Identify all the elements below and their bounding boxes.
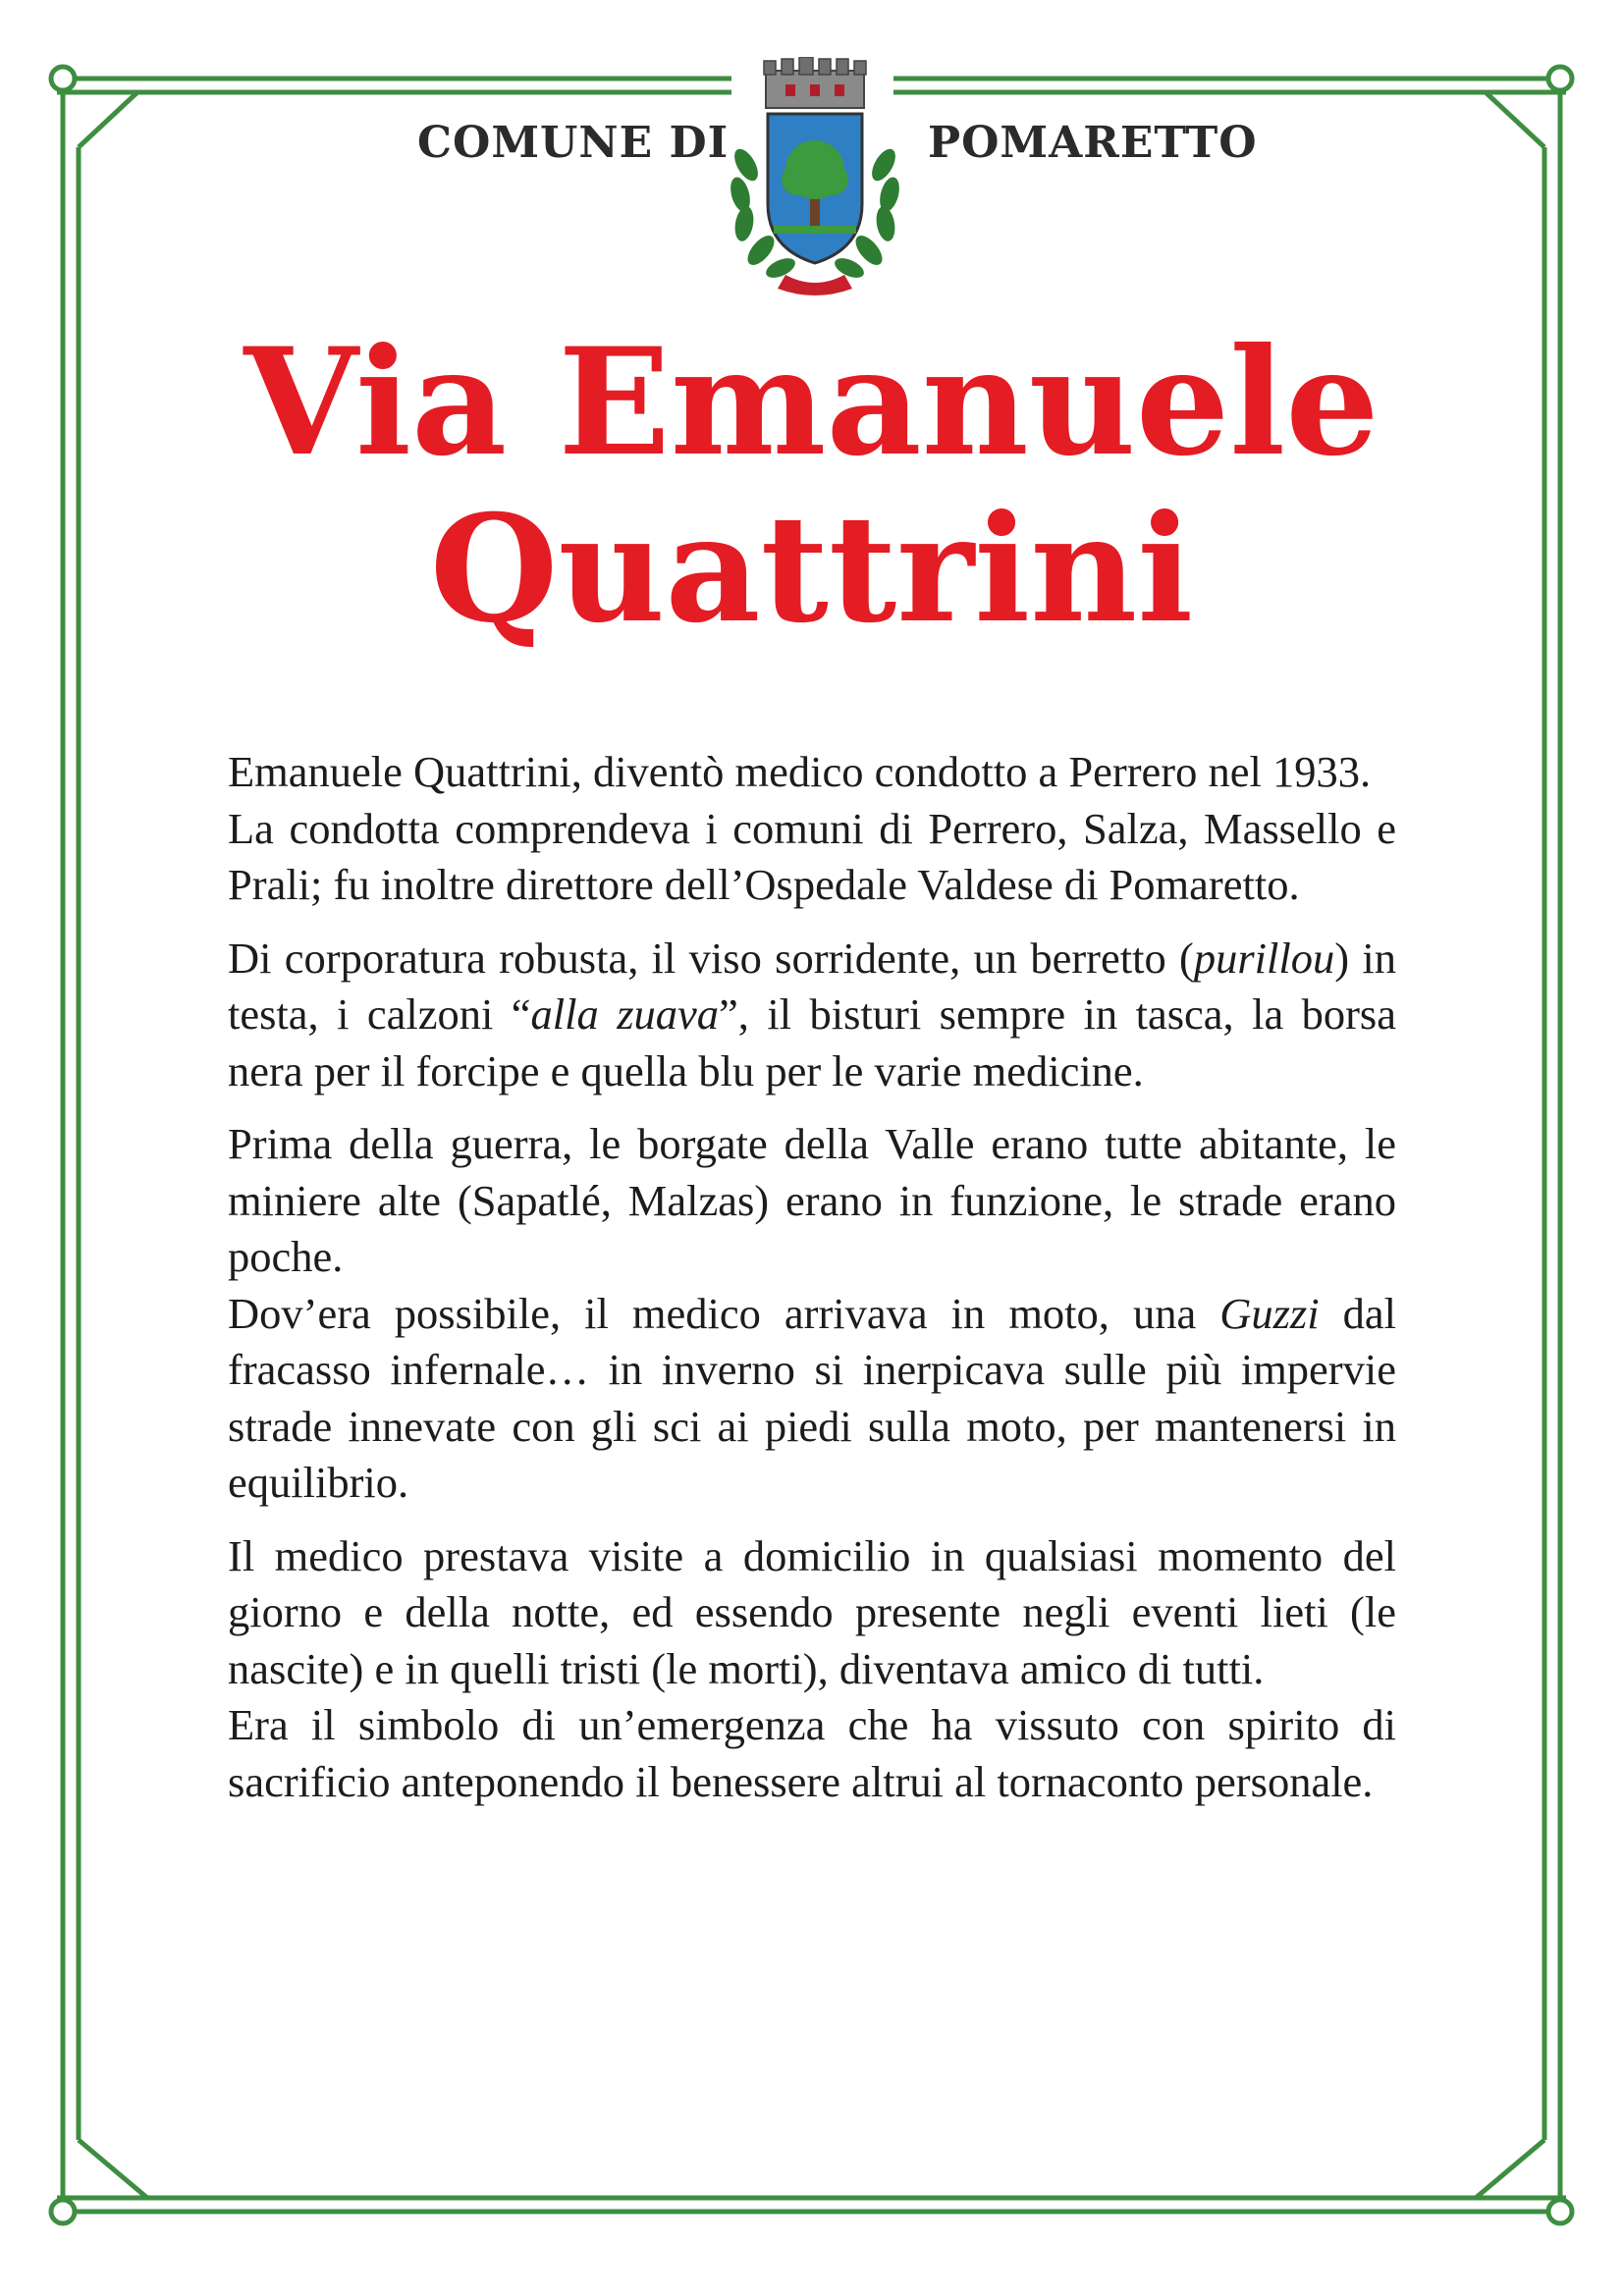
paragraph-4a: Il medico prestava visite a domicilio in qualsiasi momento del giorno e della notte, ed essendo presente negli eventi lieti (le nascite) e in quelli tristi (le morti), diventava amico di tutti.: [228, 1530, 1396, 1693]
p2-text-mid: ) in testa, i calzoni “: [228, 933, 1396, 1039]
header-town-name: POMARETTO: [928, 118, 1258, 168]
title-line-1: Via Emanuele: [243, 316, 1380, 489]
p3b-italic-guzzi: Guzzi: [1219, 1288, 1320, 1338]
page-title: [0, 316, 1623, 656]
p3b-text-post: dal fracasso infernale… in inverno si inerpicava sulle più impervie strade innevate con gli sci ai piedi sulla moto, per mantenersi in equilibrio.: [228, 1288, 1396, 1507]
title-line-2: Quattrini: [429, 483, 1194, 656]
body-text: [228, 744, 1396, 1810]
paragraph-4b: Era il simbolo di un’emergenza che ha vissuto con spirito di sacrificio anteponendo il benessere altrui al tornaconto personale.: [228, 1700, 1396, 1806]
p3b-text-pre: Dov’era possibile, il medico arrivava in moto, una: [228, 1288, 1220, 1338]
p2-text-pre: Di corporatura robusta, il viso sorridente, un berretto (: [228, 933, 1194, 983]
paragraph-3b: [228, 1286, 1396, 1512]
p2-italic-purillou: purillou: [1193, 933, 1335, 983]
paragraph-2: [228, 931, 1396, 1100]
header-comune-di: COMUNE DI: [417, 118, 730, 168]
p2-italic-alla-zuava: alla zuava: [530, 989, 720, 1039]
p2-text-post: ”, il bisturi sempre in tasca, la borsa nera per il forcipe e quella blu per le varie medicine.: [228, 989, 1397, 1095]
paragraph-3a: Prima della guerra, le borgate della Valle erano tutte abitante, le miniere alte (Sapatlé, Malzas) erano in funzione, le strade erano poche.: [228, 1119, 1396, 1281]
paragraph-1b: La condotta comprendeva i comuni di Perrero, Salza, Massello e Prali; fu inoltre direttore dell’Ospedale Valdese di Pomaretto.: [228, 803, 1396, 909]
paragraph-1a: Emanuele Quattrini, diventò medico condotto a Perrero nel 1933.: [228, 747, 1372, 796]
municipal-coat-of-arms-icon: [717, 57, 913, 297]
